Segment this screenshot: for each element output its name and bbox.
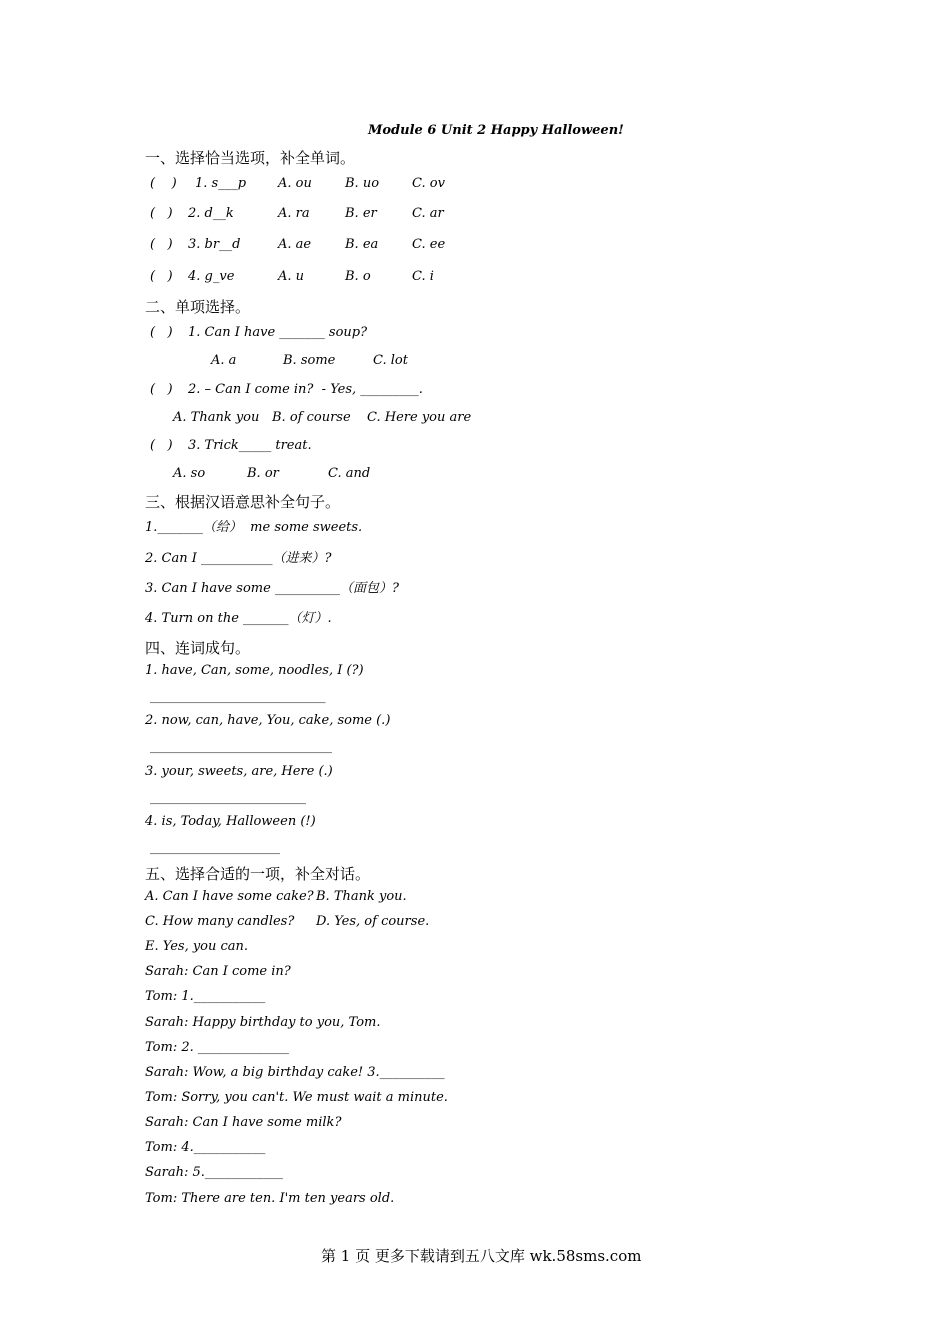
dialogue-line: Tom: 2. ______________ — [145, 1040, 289, 1055]
question-text: 1. s___p — [195, 176, 247, 191]
dialogue-line: Sarah: 5.____________ — [145, 1165, 283, 1180]
fill-sentence: 4. Turn on the _______（灯）. — [145, 611, 332, 626]
dialogue-option: C. How many candles? — [145, 914, 295, 929]
question-bracket: ( ) — [150, 325, 173, 340]
scrambled-words: 3. your, sweets, are, Here (.) — [145, 764, 333, 779]
dialogue-option: E. Yes, you can. — [145, 939, 249, 954]
option-b: B. some — [283, 353, 336, 368]
option-a: A. ae — [278, 237, 312, 252]
option-b: B. or — [247, 466, 279, 481]
scrambled-words: 1. have, Can, some, noodles, I (?) — [145, 663, 364, 678]
page-footer: 第 1 页 更多下载请到五八文库 wk.58sms.com — [321, 1247, 642, 1265]
answer-blank: ___________________________ — [150, 689, 326, 704]
question-text: 1. Can I have _______ soup? — [188, 325, 368, 340]
option-c: C. ov — [412, 176, 445, 191]
option-a: A. ra — [278, 206, 310, 221]
question-text: 4. g_ve — [188, 269, 235, 284]
dialogue-line: Tom: 4.___________ — [145, 1140, 266, 1155]
option-c: C. i — [412, 269, 434, 284]
option-b: B. uo — [345, 176, 380, 191]
section-heading: 五、选择合适的一项，补全对话。 — [145, 865, 371, 883]
dialogue-line: Tom: 1.___________ — [145, 989, 266, 1004]
dialogue-option: B. Thank you. — [316, 889, 407, 904]
option-a: A. a — [211, 353, 237, 368]
question-text: 3. Trick_____ treat. — [188, 438, 312, 453]
question-bracket: ( ) — [150, 438, 173, 453]
option-b: B. of course — [272, 410, 351, 425]
question-text: 3. br__d — [188, 237, 241, 252]
option-c: C. ee — [412, 237, 446, 252]
fill-sentence: 1._______（给） me some sweets. — [145, 520, 363, 535]
option-c: C. and — [328, 466, 371, 481]
answer-blank: ____________________ — [150, 840, 280, 855]
question-bracket: ( ) — [150, 382, 173, 397]
option-a: A. Thank you — [173, 410, 260, 425]
section-heading: 一、选择恰当选项，补全单词。 — [145, 149, 356, 167]
dialogue-line: Tom: There are ten. I'm ten years old. — [145, 1191, 395, 1206]
dialogue-line: Sarah: Wow, a big birthday cake! 3.__________ — [145, 1065, 445, 1080]
question-text: 2. d__k — [188, 206, 234, 221]
dialogue-line: Sarah: Can I come in? — [145, 964, 291, 979]
question-bracket: ( ) — [150, 206, 173, 221]
scrambled-words: 4. is, Today, Halloween (!) — [145, 814, 316, 829]
dialogue-line: Tom: Sorry, you can't. We must wait a minute. — [145, 1090, 448, 1105]
option-a: A. ou — [278, 176, 312, 191]
section-heading: 二、单项选择。 — [145, 298, 251, 316]
answer-blank: ________________________ — [150, 790, 306, 805]
option-c: C. lot — [373, 353, 408, 368]
dialogue-line: Sarah: Can I have some milk? — [145, 1115, 342, 1130]
option-a: A. u — [278, 269, 305, 284]
option-b: B. o — [345, 269, 371, 284]
dialogue-option: D. Yes, of course. — [316, 914, 430, 929]
answer-blank: ____________________________ — [150, 739, 332, 754]
section-heading: 三、根据汉语意思补全句子。 — [145, 493, 341, 511]
option-b: B. ea — [345, 237, 379, 252]
fill-sentence: 2. Can I ___________（进来）? — [145, 551, 332, 566]
section-heading: 四、连词成句。 — [145, 639, 251, 657]
question-text: 2. – Can I come in? - Yes, _________. — [188, 382, 423, 397]
option-a: A. so — [173, 466, 206, 481]
option-c: C. Here you are — [367, 410, 472, 425]
dialogue-line: Sarah: Happy birthday to you, Tom. — [145, 1015, 381, 1030]
question-bracket: ( ) — [150, 237, 173, 252]
question-bracket: ( ) — [150, 269, 173, 284]
page-title: Module 6 Unit 2 Happy Halloween! — [368, 123, 624, 138]
fill-sentence: 3. Can I have some __________（面包）? — [145, 581, 399, 596]
question-bracket: ( ) — [150, 176, 177, 191]
dialogue-option: A. Can I have some cake? — [145, 889, 314, 904]
option-c: C. ar — [412, 206, 444, 221]
option-b: B. er — [345, 206, 377, 221]
scrambled-words: 2. now, can, have, You, cake, some (.) — [145, 713, 391, 728]
